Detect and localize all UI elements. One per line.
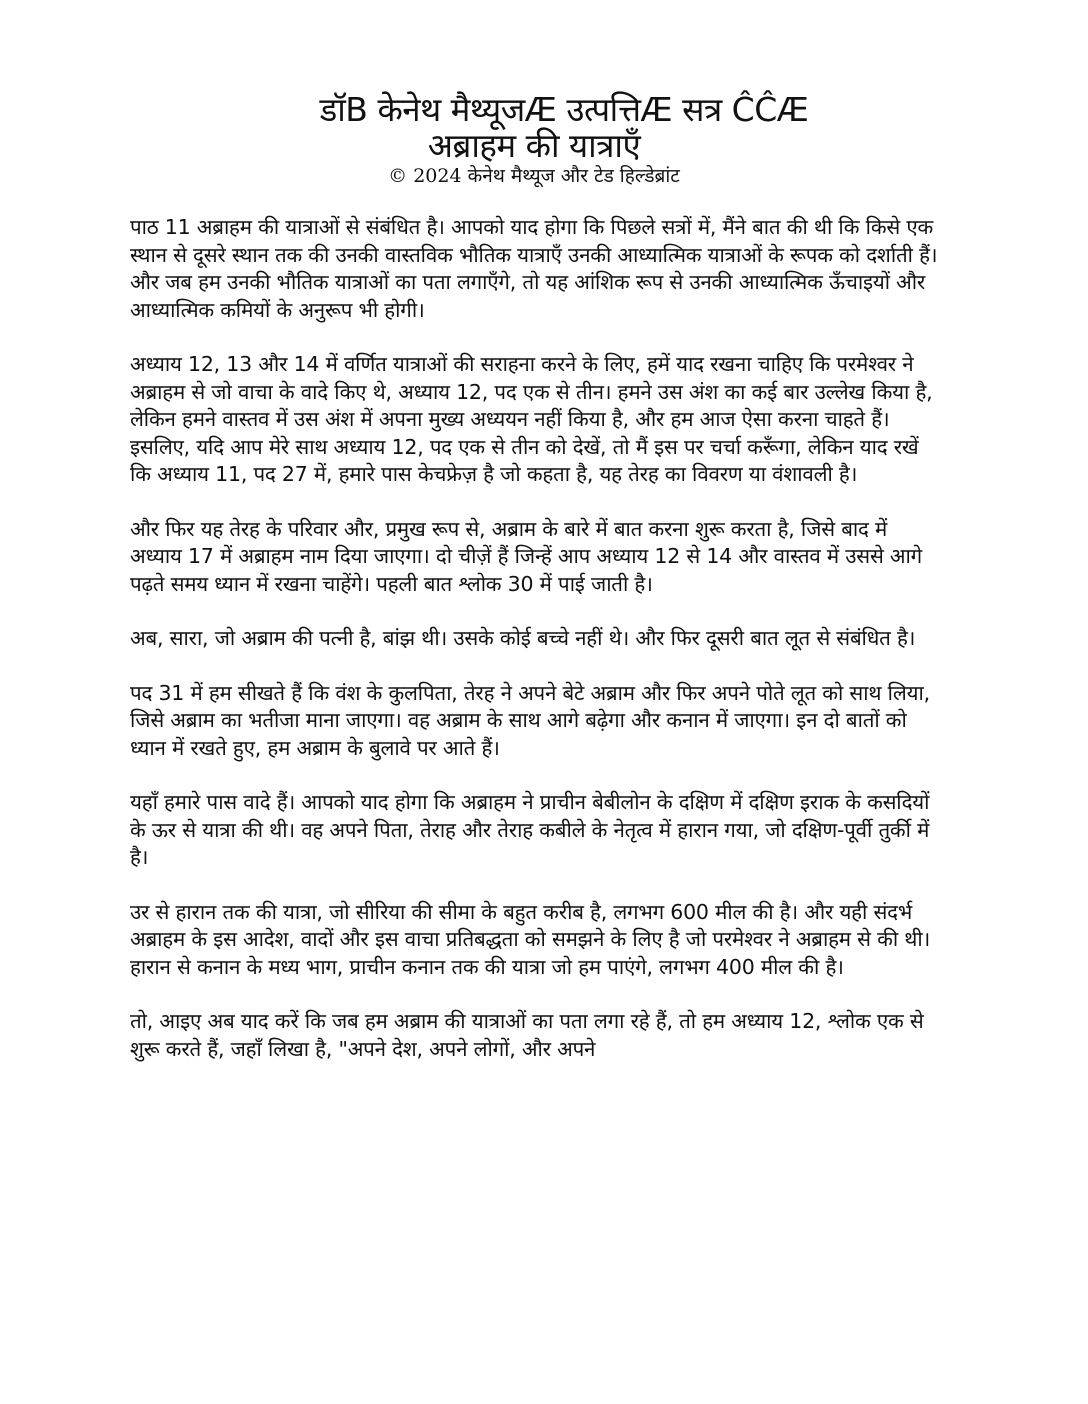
copyright-notice: © 2024 केनेथ मैथ्यूज और टेड हिल्डेब्रांट: [388, 165, 680, 187]
paragraph-5: पद 31 में हम सीखते हैं कि वंश के कुलपिता, तेरह ने अपने बेटे अब्राम और फिर अपने पोते लूत को साथ लिया, जिसे अब्राम का भतीजा माना जाएगा। वह अब्राम के साथ आगे बढ़ेगा और कनान में जाएगा। इन दो बातों को ध्यान में रखते हुए, हम अब्राम के बुलावे पर आते हैं।: [130, 680, 930, 760]
paragraph-3: और फिर यह तेरह के परिवार और, प्रमुख रूप से, अब्राम के बारे में बात करना शुरू करता है, जिसे बाद में अध्याय 17 में अब्राहम नाम दिया जाएगा। दो चीज़ें हैं जिन्हें आप अध्याय 12 से 14 और वास्तव में उससे आगे पढ़ते समय ध्यान में रखना चाहेंगे। पहली बात श्लोक 30 में पाई जाती है।: [130, 516, 923, 596]
paragraph-2: अध्याय 12, 13 और 14 में वर्णित यात्राओं की सराहना करने के लिए, हमें याद रखना चाहिए कि परमेश्वर ने अब्राहम से जो वाचा के वादे किए थे, अध्याय 12, पद एक से तीन। हमने उस अंश का कई बार उल्लेख किया है, लेकिन हमने वास्तव में उस अंश में अपना मुख्य अध्ययन नहीं किया है, और हम आज ऐसा करना चाहते हैं। इसलिए, यदि आप मेरे साथ अध्याय 12, पद एक से तीन को देखें, तो मैं इस पर चर्चा करूँगा, लेकिन याद रखें कि अध्याय 11, पद 27 में, हमारे पास केचफ्रेज़ है जो कहता है, यह तेरह का विवरण या वंशावली है।: [130, 352, 933, 486]
paragraph-4: अब, सारा, जो अब्राम की पत्नी है, बांझ थी। उसके कोई बच्चे नहीं थे। और फिर दूसरी बात लूत से संबंधित है।: [130, 626, 916, 650]
document-title-line-1: डॉB केनेथ मैथ्यूजÆ उत्पत्तिÆ सत्र ĈĈÆ: [319, 90, 809, 129]
document-header: [130, 92, 938, 188]
paragraph-1: पाठ 11 अब्राहम की यात्राओं से संबंधित है। आपको याद होगा कि पिछले सत्रों में, मैंने बात की थी कि किसे एक स्थान से दूसरे स्थान तक की उनकी वास्तविक भौतिक यात्राएँ उनकी आध्यात्मिक यात्राओं के रूपक को दर्शाती हैं। और जब हम उनकी भौतिक यात्राओं का पता लगाएँगे, तो यह आंशिक रूप से उनकी आध्यात्मिक ऊँचाइयों और आध्यात्मिक कमियों के अनुरूप भी होगी।: [130, 215, 938, 322]
document-body: [130, 214, 938, 1090]
document-title-line-2: अब्राहम की यात्राएँ: [427, 126, 641, 165]
paragraph-6: यहाँ हमारे पास वादे हैं। आपको याद होगा कि अब्राहम ने प्राचीन बेबीलोन के दक्षिण में दक्षिण इराक के कसदियों के ऊर से यात्रा की थी। वह अपने पिता, तेराह और तेराह कबीले के नेतृत्व में हारान गया, जो दक्षिण-पूर्वी तुर्की में है।: [130, 790, 930, 869]
paragraph-8: तो, आइए अब याद करें कि जब हम अब्राम की यात्राओं का पता लगा रहे हैं, तो हम अध्याय 12, श्लोक एक से शुरू करते हैं, जहाँ लिखा है, "अपने देश, अपने लोगों, और अपने: [130, 1009, 924, 1061]
paragraph-7: उर से हारान तक की यात्रा, जो सीरिया की सीमा के बहुत करीब है, लगभग 600 मील की है। और यही संदर्भ अब्राहम के इस आदेश, वादों और इस वाचा प्रतिबद्धता को समझने के लिए है जो परमेश्वर ने अब्राहम से की थी। हारान से कनान के मध्य भाग, प्राचीन कनान तक की यात्रा जो हम पाएंगे, लगभग 400 मील की है।: [130, 899, 931, 979]
